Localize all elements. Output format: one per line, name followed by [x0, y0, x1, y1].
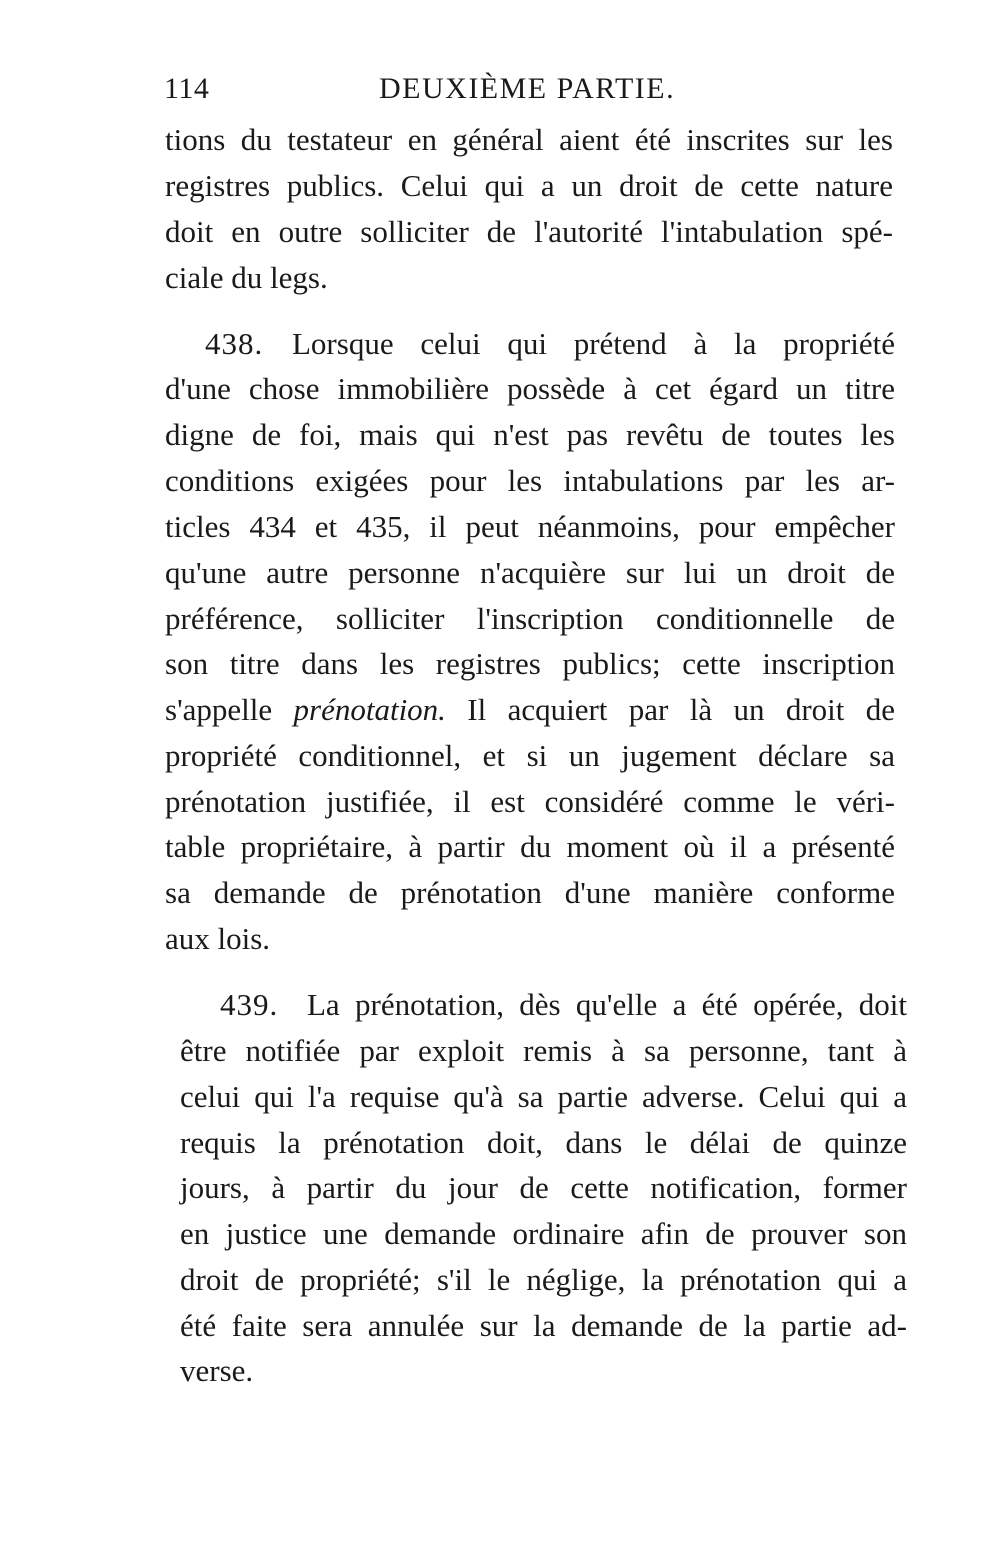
text-line: d'une chose immobilière possède à cet égard un titre	[165, 371, 895, 406]
text-line: La prénotation, dès qu'elle a été opérée, doit	[307, 987, 907, 1022]
italic-term: prénotation.	[293, 692, 446, 727]
page-number: 114	[164, 72, 210, 105]
text-line: table propriétaire, à partir du moment où il a présenté	[165, 829, 895, 864]
text-line: conditions exigées pour les intabulations par les ar-	[165, 463, 895, 498]
running-head	[164, 66, 904, 110]
text-fragment: s'appelle	[165, 692, 294, 727]
paragraph-number: 439.	[220, 987, 279, 1022]
text-line: propriété conditionnel, et si un jugement déclare sa	[165, 738, 895, 773]
text-line	[165, 688, 895, 732]
text-line: être notifiée par exploit remis à sa personne, tant à	[180, 1033, 907, 1068]
text-line: celui qui l'a requise qu'à sa partie adverse. Celui qui a	[180, 1079, 907, 1114]
text-line: registres publics. Celui qui a un droit de cette nature	[165, 168, 893, 203]
text-line: ticles 434 et 435, il peut néanmoins, pour empêcher	[165, 509, 895, 544]
text-fragment: Il acquiert par là un droit de	[445, 692, 895, 727]
text-line: préférence, solliciter l'inscription conditionnelle de	[165, 601, 895, 636]
paragraph-number: 438.	[205, 326, 264, 361]
text-line: doit en outre solliciter de l'autorité l'intabulation spé-	[165, 214, 893, 249]
text-line: été faite sera annulée sur la demande de la partie ad-	[180, 1308, 907, 1343]
text-line: qu'une autre personne n'acquière sur lui un droit de	[165, 555, 895, 590]
text-line: digne de foi, mais qui n'est pas revêtu de toutes les	[165, 417, 895, 452]
text-line: verse.	[180, 1353, 254, 1388]
chapter-title: DEUXIÈME PARTIE.	[379, 72, 676, 105]
text-line: ciale du legs.	[165, 260, 328, 295]
text-line: Lorsque celui qui prétend à la propriété	[292, 326, 895, 361]
text-line: en justice une demande ordinaire afin de prouver son	[180, 1216, 907, 1251]
text-line: son titre dans les registres publics; cette inscription	[165, 646, 895, 681]
text-line: prénotation justifiée, il est considéré comme le véri-	[165, 784, 895, 819]
text-line: aux lois.	[165, 921, 271, 956]
text-line: tions du testateur en général aient été inscrites sur les	[165, 122, 893, 157]
text-line: requis la prénotation doit, dans le délai de quinze	[180, 1125, 907, 1160]
text-line: sa demande de prénotation d'une manière conforme	[165, 875, 895, 910]
text-line: droit de propriété; s'il le néglige, la prénotation qui a	[180, 1262, 907, 1297]
text-line: jours, à partir du jour de cette notification, former	[180, 1170, 907, 1205]
